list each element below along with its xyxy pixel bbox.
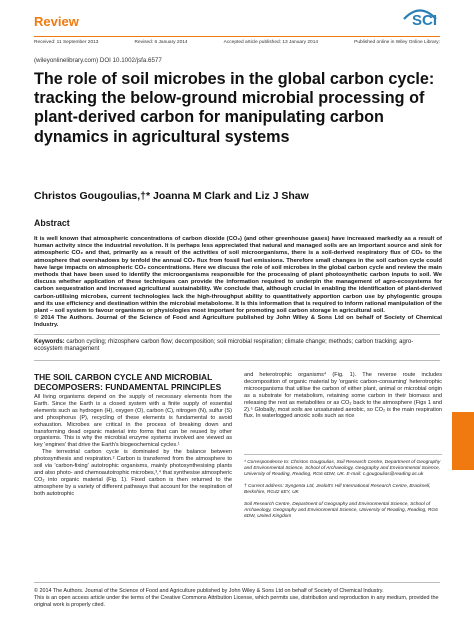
abstract-copyright: © 2014 The Authors. Journal of the Science of Food and Agriculture published by John Wiley & Sons Ltd on behalf of Society of Chemical Industry. xyxy=(34,315,442,329)
footer-copyright xyxy=(34,588,440,608)
footnote-rule xyxy=(244,454,442,455)
footer-rule xyxy=(34,582,440,583)
footnote-current-address: † Current address: Syngenta Ltd, Jealott's Hill International Research Centre, Bracknell, Berkshire, RG42 6EY, UK xyxy=(244,484,431,495)
keywords-list: carbon cycling; rhizosphere carbon flow; decomposition; soil microbial respiration; climate change; methods; carbon tracking; agro-ecosystem management xyxy=(34,339,414,353)
article-title: The role of soil microbes in the global carbon cycle: tracking the below-ground microbial processing of plant-derived carbon for manipulating carbon dynamics in agricultural systems xyxy=(34,70,435,146)
right-column xyxy=(244,372,442,420)
side-tab xyxy=(452,412,474,470)
authors: Christos Gougoulias,†* Joanna M Clark and Liz J Shaw xyxy=(34,190,309,202)
footer-line-1: © 2014 The Authors. Journal of the Science of Food and Agriculture published by John Wiley & Sons Ltd on behalf of Society of Chemical Industry. xyxy=(34,588,384,594)
abstract-heading: Abstract xyxy=(34,218,70,228)
left-column xyxy=(34,394,232,498)
header-rule xyxy=(34,36,440,37)
keywords-label: Keywords: xyxy=(34,339,65,345)
footer-line-2: This is an open access article under the terms of the Creative Commons Attribution License, which permits use, distribution and reproduction in any medium, provided the original work is properly cited. xyxy=(34,594,439,608)
received-date: Received: 11 September 2013 xyxy=(34,40,99,45)
body-paragraph: and heterotrophic organisms⁴ (Fig. 1). The reverse route includes decomposition of organic material by 'organic carbon-consuming' heterotrophic microorganisms that utilise the carbon of either plant, animal or microbial origin as a substrate for metabolism, retaining some carbon in their biomass and releasing the rest as metabolites or as CO₂ back to the atmosphere (Figs 1 and 2).⁵ Globally, most soils are unsaturated aerobic, so CO₂ is the main respiration flux. In waterlogged anoxic soils such as rice xyxy=(244,372,442,420)
body-paragraph: All living organisms depend on the supply of necessary elements from the Earth. Since the Earth is a closed system with a finite supply of essential elements such as hydrogen (H), oxygen (O), carbon (C), nitrogen (N), sulfur (S) and phosphorus (P), recycling of these elements is fundamental to avoid exhaustion. Microbes are critical in the process of breaking down and transforming dead organic material into forms that can be reused by other organisms. This is why the microbial enzyme systems involved are viewed as key 'engines' that drive the Earth's biogeochemical cycles.¹ xyxy=(34,394,232,449)
footnote-affiliation: Soil Research Centre, Department of Geography and Environmental Science, School of Archaeology, Geography and Environmental Science, University of Reading, Reading, RG6 6DW, United Kingdom xyxy=(244,502,438,519)
sci-logo xyxy=(400,6,440,34)
keywords xyxy=(34,339,440,354)
doi-line[interactable]: (wileyonlinelibrary.com) DOI 10.1002/jsfa.6577 xyxy=(34,57,162,64)
abstract-paragraph: It is well known that atmospheric concentrations of carbon dioxide (CO₂) (and other greenhouse gases) have increased markedly as a result of human activity since the industrial revolution. It is perhaps less appreciated that natural and managed soils are an important source and sink for atmospheric CO₂ and that, primarily as a result of the activities of soil microorganisms, there is a soil-derived respiratory flux of CO₂ to the atmosphere that overshadows by tenfold the annual CO₂ flux from fossil fuel emissions. Therefore small changes in the soil carbon cycle could have large impacts on atmospheric CO₂ concentrations. Here we discuss the role of soil microbes in the global carbon cycle and review the main methods that have been used to identify the microorganisms responsible for the processing of plant photosynthetic carbon inputs to soil. We discuss whether application of these techniques can provide the information required to underpin the management of agro-ecosystems for carbon sequestration and increased agricultural sustainability. We conclude that, although crucial in enabling the identification of plant-derived carbon-utilising microbes, current technologies lack the high-throughput ability to quantitatively apportion carbon use by phylogentic groups and its use efficiency and destination within the microbial metabolome. It is this information that is required to inform rational manipulation of the plant – soil system to favour organisms or physiologies most important for promoting soil carbon storage in agricultural soil. xyxy=(34,236,442,315)
publication-dates xyxy=(34,40,440,45)
logo-text: SCI xyxy=(412,12,438,29)
keywords-rule-top xyxy=(34,334,440,335)
revised-date: Revised: 6 January 2014 xyxy=(134,40,188,45)
section-heading: THE SOIL CARBON CYCLE AND MICROBIAL DECOMPOSERS: FUNDAMENTAL PRINCIPLES xyxy=(34,372,222,392)
footnotes xyxy=(244,460,442,526)
footnote-correspondence: * Correspondence to: Christos Gougoulias, Soil Research Centre, Department of Geography and Environmental Science, School of Archaeology, Geography and Environmental Science, University of Reading, Reading, RG6 6DW, UK. E-mail: c.gougoulias@reading.ac.uk xyxy=(244,460,441,477)
keywords-rule-bottom xyxy=(34,360,440,361)
abstract-body xyxy=(34,236,442,330)
accepted-date: Accepted article published: 13 January 2014 xyxy=(223,40,319,45)
published-online: Published online in Wiley Online Library: xyxy=(354,40,440,45)
body-paragraph: The terrestrial carbon cycle is dominated by the balance between photosynthesis and respiration.² Carbon is transferred from the atmosphere to soil via 'carbon-fixing' autotrophic organisms, mainly photosynthesising plants and also photo- and chemoautotrophic microbes,³,⁴ that synthesise atmospheric CO₂ into organic material (Fig. 1). Fixed carbon is then returned to the atmosphere by a variety of different pathways that account for the respiration of both autotrophic xyxy=(34,449,232,497)
section-label: Review xyxy=(34,14,79,29)
